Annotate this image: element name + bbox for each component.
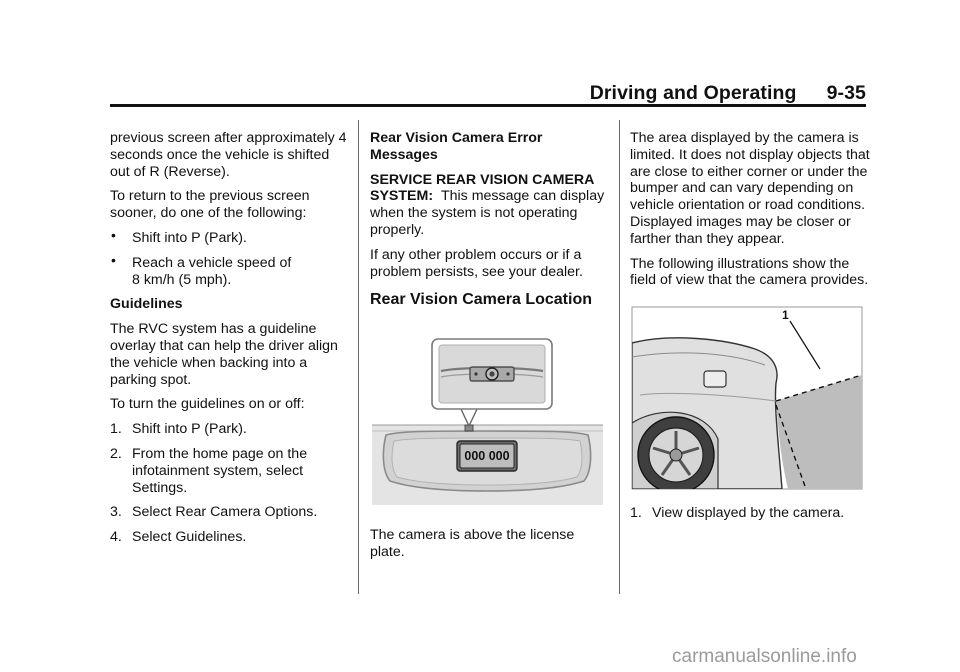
section-title: Driving and Operating xyxy=(589,82,797,104)
fuel-door xyxy=(704,371,726,387)
list-item xyxy=(110,226,350,247)
list-item xyxy=(110,251,350,289)
subheading: Guidelines xyxy=(110,296,183,313)
step-text: Shift into P (Park). xyxy=(132,421,247,438)
column-divider xyxy=(358,120,359,594)
callout-number: 1 xyxy=(782,308,789,323)
step-item xyxy=(110,529,350,546)
column-divider xyxy=(619,120,620,594)
paragraph: The following illustrations show the field of view that the camera provides. xyxy=(630,255,869,289)
caption-text: View displayed by the camera. xyxy=(652,505,845,522)
step-item xyxy=(110,421,350,438)
bullet-text: 8 km/h (5 mph). xyxy=(132,271,232,288)
camera-location-illustration xyxy=(370,331,604,511)
paragraph xyxy=(370,172,606,239)
paragraph: If any other problem occurs or if a problem persists, see your dealer. xyxy=(370,246,583,280)
step-number: 1. xyxy=(110,421,122,438)
step-item xyxy=(110,504,350,521)
watermark: carmanualsonline.info xyxy=(672,646,857,667)
step-text: Select Rear Camera Options. xyxy=(132,504,318,521)
paragraph: To return to the previous screen sooner, do one of the following: xyxy=(110,188,310,222)
step-number: 4. xyxy=(110,529,122,546)
callout-pointer xyxy=(460,407,478,426)
plate-number: 000 000 xyxy=(464,449,510,464)
bullet-text: Reach a vehicle speed of xyxy=(132,254,292,271)
paragraph: The RVC system has a guideline overlay that can help the driver align the vehicle when backing into a parking spot. xyxy=(110,321,338,388)
column-3 xyxy=(630,130,870,530)
step-number: 2. xyxy=(110,445,122,462)
message-text: This message can display when the system is not operating properly. xyxy=(370,188,605,238)
caption-number: 1. xyxy=(630,505,642,522)
step-text: From the home page on the infotainment system, select Settings. xyxy=(132,445,308,496)
message-label: SERVICE REAR VISION CAMERA SYSTEM: xyxy=(370,171,594,205)
page-header xyxy=(0,82,866,105)
page-number: 9-35 xyxy=(826,82,866,104)
paragraph: The area displayed by the camera is limited. It does not display objects that are close to either corner or under the bumper and can vary depending on vehicle orientation or road conditions. Displayed images may be closer or farther than they appear. xyxy=(630,130,870,247)
bullet-icon: • xyxy=(111,226,116,243)
column-1 xyxy=(110,130,350,554)
paragraph: To turn the guidelines on or off: xyxy=(110,396,305,413)
step-number: 3. xyxy=(110,504,122,521)
step-text: Select Guidelines. xyxy=(132,529,247,546)
header-rule xyxy=(110,104,866,107)
bullet-text: Shift into P (Park). xyxy=(132,229,247,246)
subheading: Rear Vision Camera Error Messages xyxy=(370,130,543,163)
field-of-view-illustration xyxy=(630,305,864,491)
bullet-icon: • xyxy=(111,251,116,268)
paragraph: previous screen after approximately 4 seconds once the vehicle is shifted out of R (Reverse). xyxy=(110,130,347,180)
figure-caption: The camera is above the license plate. xyxy=(370,527,575,561)
section-heading: Rear Vision Camera Location xyxy=(370,291,592,309)
step-item xyxy=(110,446,350,496)
figure-caption xyxy=(630,505,870,522)
column-2 xyxy=(370,130,606,569)
